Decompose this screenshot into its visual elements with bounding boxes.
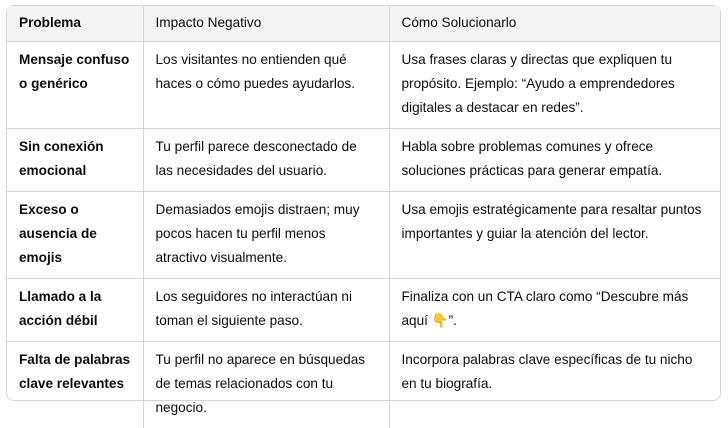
cell-impact: Los visitantes no entienden qué haces o cómo puedes ayudarlos. — [143, 42, 389, 129]
cell-impact: Tu perfil no aparece en búsquedas de temas relacionados con tu negocio. — [143, 342, 389, 428]
cell-problem: Falta de palabras clave relevantes — [7, 342, 143, 428]
cell-problem: Sin conexión emocional — [7, 129, 143, 192]
table-row — [7, 342, 720, 428]
cell-solution: Habla sobre problemas comunes y ofrece soluciones prácticas para generar empatía. — [389, 129, 720, 192]
cell-solution: Usa frases claras y directas que expliquen tu propósito. Ejemplo: “Ayudo a emprendedores digitales a destacar en redes”. — [389, 42, 720, 129]
header-row — [7, 6, 720, 42]
cell-impact: Demasiados emojis distraen; muy pocos hacen tu perfil menos atractivo visualmente. — [143, 192, 389, 279]
cell-solution: Usa emojis estratégicamente para resaltar puntos importantes y guiar la atención del lector. — [389, 192, 720, 279]
cell-impact: Tu perfil parece desconectado de las necesidades del usuario. — [143, 129, 389, 192]
cell-problem: Mensaje confuso o genérico — [7, 42, 143, 129]
cell-solution: Incorpora palabras clave específicas de tu nicho en tu biografía. — [389, 342, 720, 428]
header-problema: Problema — [7, 6, 143, 42]
table-row — [7, 192, 720, 279]
cell-impact: Los seguidores no interactúan ni toman el siguiente paso. — [143, 279, 389, 342]
table-body — [7, 42, 720, 428]
table-header — [7, 6, 720, 42]
cell-problem: Llamado a la acción débil — [7, 279, 143, 342]
comparison-table-container — [6, 5, 721, 401]
table-row — [7, 129, 720, 192]
cell-problem: Exceso o ausencia de emojis — [7, 192, 143, 279]
table-row — [7, 42, 720, 129]
table-row — [7, 279, 720, 342]
cell-solution: Finaliza con un CTA claro como “Descubre más aquí 👇”. — [389, 279, 720, 342]
header-impacto-negativo: Impacto Negativo — [143, 6, 389, 42]
comparison-table — [7, 6, 720, 428]
header-como-solucionarlo: Cómo Solucionarlo — [389, 6, 720, 42]
